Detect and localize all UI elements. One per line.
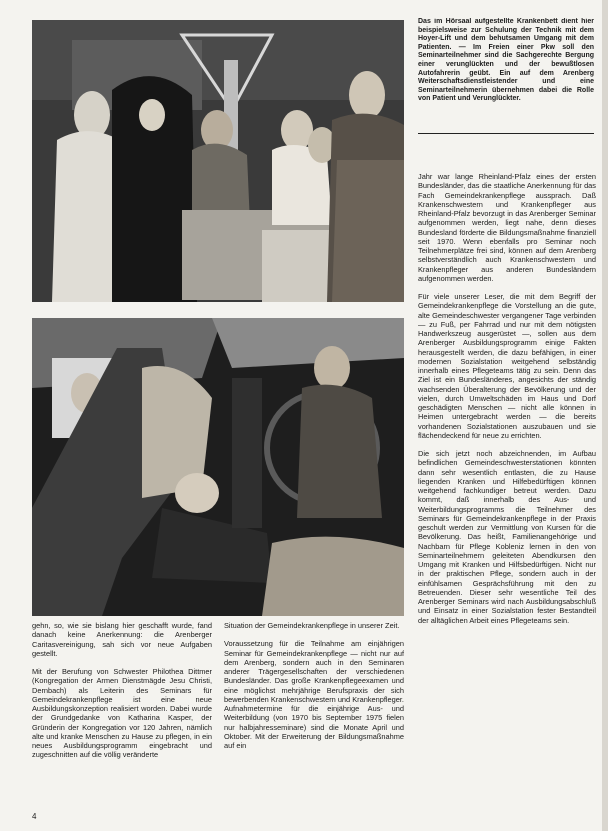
photo-caption — [418, 18, 594, 118]
page-edge-shadow — [602, 0, 608, 831]
caption-divider — [418, 133, 594, 134]
right-column — [418, 172, 596, 804]
left-paragraph-2: Mit der Berufung von Schwester Philothea Dittmer (Kongregation der Armen Dienstmägde Jesu Christi, Dernbach) als Leiterin des Seminars für Gemeindekrankenpflege ist eine neue Ausbildungskonzeption realisiert worden. Dabei wurde der Grundgedanke von Katharina Kasper, der Gründerin der Kongregation vor 120 Jahren, nämlich alte und kranke Menschen zu Hause zu pflegen, in ein neues Ausbildungsprogramm eingebracht und zugeschnitten auf die völlig veränderte — [32, 667, 212, 760]
left-paragraph-1: gehn, so, wie sie bislang hier geschafft wurde, fand danach keine Anerkennung: die Arenberger Caritasvereinigung, sah sich vor neue Aufgaben gestellt. — [32, 621, 212, 658]
right-paragraph-3: Die sich jetzt noch abzeichnenden, im Aufbau befindlichen Gemeindeschwesterstationen könnten dann sehr wesentlich entlasten, die zu Hause liegenden Kranken und Hilfebedürftigen können weitgehend fachkundiger betreut werden. Dazu kommt, daß innerhalb des Aus- und Weiterbildungsprogramms die Teilnehmer des Seminars für Gemeindekrankenpflege in der Praxis geschult werden zur Vermittlung von Kursen für die Bevölkerung. Das heißt, Familienangehörige und Nachbarn für Pflege Kobleniz lernen in den von Seminarteilnehmern geleiteten Abendkursen den Umgang mit Kranken und Hilfsbedürftigen. Nicht nur in der praktischen Pflege, sondern auch in der einfühlsamen Gesprächsführung mit den zu Betreuenden. Dieser sehr wesentliche Teil des Arenberger Seminars wird nach Ausbildungsabschluß und Einsatz in einer Sozialstation fester Bestandteil der alltäglichen Arbeit eines Pflegeteams sein. — [418, 449, 596, 625]
page-number: 4 — [32, 812, 37, 821]
middle-paragraph-2: Voraussetzung für die Teilnahme am einjährigen Seminar für Gemeindekrankenpflege — nicht nur auf dem Arenberg, sondern auch in den Seminaren anderer Trägergesellschaften der verschiedenen Bundesländer. Das große Krankenpflegeexamen und eine möglichst mehrjährige Berufspraxis der sich bewerbenden Krankenschwestern und Krankenpfleger. Aufnahmetermine für die einjährige Aus- und Weiterbildung (von 1970 bis September 1975 fielen nur halbjahresseminare) sind die Monate April und Oktober. Mit der Erweiterung der Bildungsmaßnahme auf ein — [224, 639, 404, 750]
photo-nursing-class — [32, 20, 404, 302]
right-paragraph-2: Für viele unserer Leser, die mit dem Begriff der Gemeindekrankenpflege die Vorstellung an die gute, alte Gemeindeschwester vergangener Tage verbinden — zu Fuß, per Fahrrad und nur mit dem nötigsten Handwerkszeug ausgerüstet —, sollen aus dem Arenberger Ausbildungsprogramm einige Fakten herausgestellt werden, die dazu befähigen, in einer modernen Sozialstation weitgehend selbständig innerhalb eines Pflegeteams tätig zu sein. Denn das Ziel ist ein Bundesländeres, angesichts der ständig wachsenden Überalterung der Bevölkerung und der vielen, durch Umweltschäden im Haus und Dorf geschädigten Menschen — nicht alle können in Heimen untergebracht werden — die bereits vorhandenen Sozialstationen auszubauen und sie flächendeckend für neue zu errichten. — [418, 292, 596, 440]
middle-paragraph-1: Situation der Gemeindekrankenpflege in unserer Zeit. — [224, 621, 400, 630]
left-column — [32, 621, 212, 817]
middle-column — [224, 621, 404, 817]
right-paragraph-1: Jahr war lange Rheinland-Pfalz eines der ersten Bundesländer, das die staatliche Anerkennung für das Fach Gemeindekrankenpflege aussprach. Daß Krankenschwestern und Krankenpfleger aus Rheinland-Pfalz bevorzugt in das Arenberger Seminar aufgenommen werden, liegt nahe, denn dieses Bundesland förderte die Bildungsmaßnahme finanziell seit 1970. Wenn ebenfalls pro Seminar noch Teilnehmerplätze frei sind, können auf dem Arenberg selbstverständlich auch Krankenschwestern und Krankenpfleger aus anderen Bundesländern aufgenommen werden. — [418, 172, 596, 283]
photo-nursing-class-image — [32, 20, 404, 302]
photo-caption-text: Das im Hörsaal aufgestellte Krankenbett dient hier beispielsweise zur Schulung der Technik mit dem Hoyer-Lift und dem behutsamen Umgang mit dem Patienten. — Im Freien einer Pkw soll den Seminarteilnehmer sind die Sachgerechte Bergung einer verunglückten und der bewußtlosen Autofahrerin geübt. Ein auf dem Arenberg Weiterschaftsdienstleistender und eine Seminarteilnehmerin übernehmen dabei die Rolle von Patient und Verunglückter. — [418, 18, 594, 103]
photo-car-rescue-image — [32, 318, 404, 616]
photo-car-rescue — [32, 318, 404, 616]
